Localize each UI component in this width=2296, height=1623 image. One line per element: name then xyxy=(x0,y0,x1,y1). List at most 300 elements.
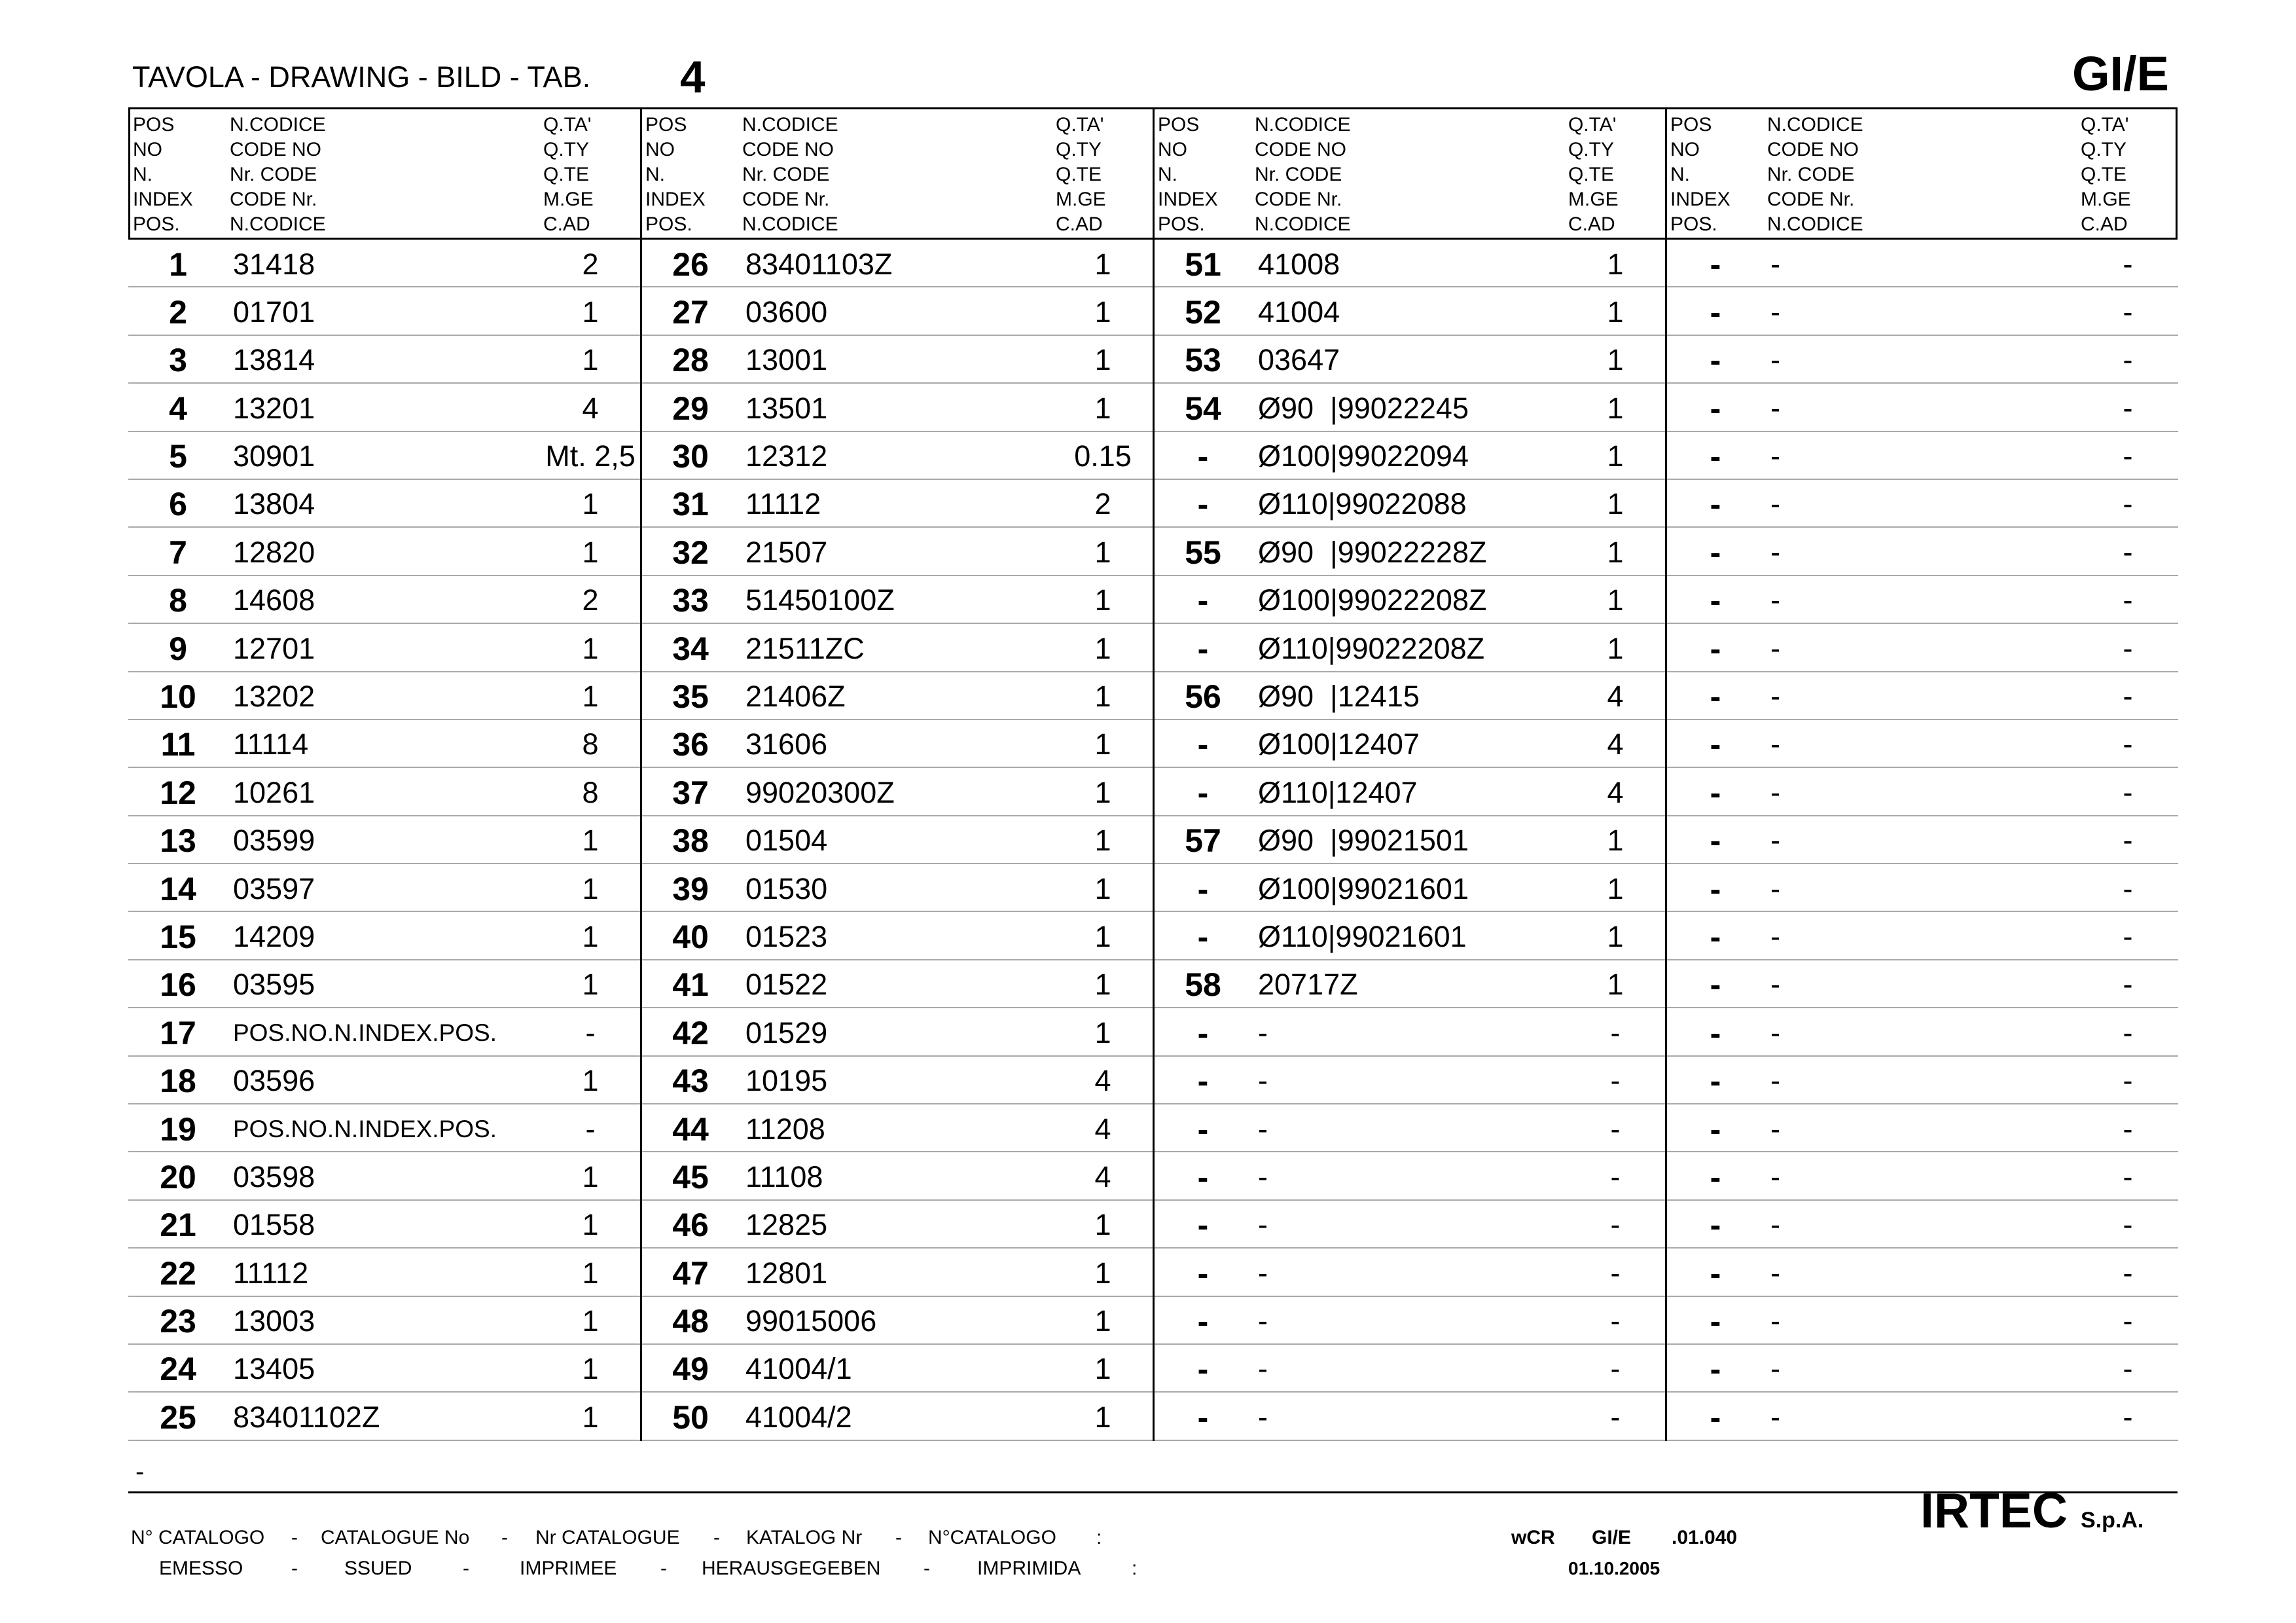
position-number: 13 xyxy=(160,822,196,860)
part-code: 03598 xyxy=(233,1159,315,1194)
column-header-line: INDEX xyxy=(645,189,706,210)
position-number: 48 xyxy=(672,1303,709,1340)
table-row xyxy=(1153,240,1666,287)
position-number: 55 xyxy=(1185,534,1221,571)
position-number: - xyxy=(1197,438,1209,475)
column-header-line: POS. xyxy=(1158,213,1205,235)
quantity: Mt. 2,5 xyxy=(545,439,636,473)
table-row xyxy=(128,672,641,720)
part-code: Ø110|99022208Z xyxy=(1258,631,1485,665)
part-code: - xyxy=(1770,775,1780,809)
part-code: - xyxy=(1770,680,1780,714)
part-code: 21507 xyxy=(745,535,828,569)
table-row xyxy=(1666,1393,2178,1440)
position-number: 30 xyxy=(672,438,709,475)
quantity: - xyxy=(585,1015,596,1049)
table-row xyxy=(1666,912,2178,960)
table-row xyxy=(641,816,1153,864)
table-row xyxy=(128,1201,641,1249)
part-code: - xyxy=(1770,535,1780,569)
quantity: 1 xyxy=(582,680,599,714)
column-group-header xyxy=(1153,107,1666,240)
quantity: - xyxy=(2123,1352,2133,1386)
table-row xyxy=(641,1393,1153,1440)
column-header-line: C.AD xyxy=(2081,213,2128,235)
position-number: - xyxy=(1197,870,1209,907)
part-code: 03595 xyxy=(233,968,315,1002)
position-number: - xyxy=(1710,1254,1721,1292)
part-code: Ø110|12407 xyxy=(1258,775,1418,809)
issued-label-colon: : xyxy=(1132,1558,1138,1579)
catalog-label-colon: : xyxy=(1096,1527,1102,1548)
column-header-line: Q.TY xyxy=(543,139,590,160)
catalog-label: N° CATALOGO xyxy=(131,1527,265,1548)
column-group xyxy=(1153,240,1666,1441)
part-code: - xyxy=(1770,1159,1780,1194)
column-group xyxy=(128,240,641,1441)
table-row xyxy=(1153,864,1666,912)
quantity: - xyxy=(1610,1304,1621,1338)
table-row xyxy=(1666,480,2178,528)
table-row xyxy=(1666,384,2178,431)
part-code: 03597 xyxy=(233,871,315,905)
quantity: 1 xyxy=(582,535,599,569)
quantity: 1 xyxy=(1094,1352,1111,1386)
table-row xyxy=(641,1345,1153,1393)
quantity: - xyxy=(1610,1352,1621,1386)
column-header-line: C.AD xyxy=(1056,213,1103,235)
quantity: 1 xyxy=(582,1400,599,1434)
position-number: - xyxy=(1710,774,1721,811)
column-header-line: Q.TE xyxy=(1568,164,1615,185)
column-header-line: N.CODICE xyxy=(742,213,838,235)
position-number: 40 xyxy=(672,918,709,955)
company-logo xyxy=(1920,1483,2144,1538)
table-row xyxy=(128,1008,641,1056)
table-row xyxy=(128,1393,641,1440)
part-code: 13405 xyxy=(233,1352,315,1386)
table-row xyxy=(128,624,641,672)
quantity: 1 xyxy=(582,1352,599,1386)
column-group-header xyxy=(641,107,1153,240)
position-number: 3 xyxy=(169,342,187,379)
quantity: - xyxy=(2123,1400,2133,1434)
column-header-line: POS xyxy=(1670,114,1712,136)
table-row xyxy=(641,1104,1153,1152)
quantity: 4 xyxy=(1094,1159,1111,1194)
column-header-line: Nr. CODE xyxy=(230,164,317,185)
table-row xyxy=(1666,528,2178,575)
table-row xyxy=(1153,672,1666,720)
quantity: - xyxy=(2123,1304,2133,1338)
position-number: 26 xyxy=(672,246,709,283)
part-code: 03647 xyxy=(1258,343,1340,377)
part-code: 21511ZC xyxy=(745,631,865,665)
part-code: POS.NO.N.INDEX.POS. xyxy=(233,1019,497,1046)
position-number: 50 xyxy=(672,1398,709,1436)
quantity: 1 xyxy=(1607,824,1624,858)
model-code: GI/E xyxy=(2072,46,2169,101)
quantity: 1 xyxy=(1094,343,1111,377)
quantity: - xyxy=(2123,1208,2133,1242)
quantity: 1 xyxy=(1094,680,1111,714)
part-code: 01530 xyxy=(745,871,828,905)
issued-label-separator: - xyxy=(463,1558,469,1579)
table-row xyxy=(1666,576,2178,624)
position-number: - xyxy=(1710,918,1721,955)
table-row xyxy=(1153,287,1666,335)
position-number: - xyxy=(1197,1398,1209,1436)
issued-label-separator: - xyxy=(660,1558,667,1579)
part-code: 14608 xyxy=(233,583,315,617)
part-code: - xyxy=(1770,871,1780,905)
position-number: 31 xyxy=(672,486,709,523)
part-code: - xyxy=(1770,631,1780,665)
page-title: TAVOLA - DRAWING - BILD - TAB. xyxy=(132,60,591,94)
quantity: - xyxy=(2123,631,2133,665)
part-code: Ø100|99021601 xyxy=(1258,871,1469,905)
table-row xyxy=(641,960,1153,1008)
quantity: - xyxy=(2123,247,2133,281)
company-suffix: S.p.A. xyxy=(2081,1508,2144,1533)
column-header-line: CODE Nr. xyxy=(742,189,830,210)
position-number: - xyxy=(1710,726,1721,763)
table-row xyxy=(128,1345,641,1393)
position-number: 8 xyxy=(169,582,187,619)
column-header-line: N. xyxy=(133,164,152,185)
position-number: - xyxy=(1710,342,1721,379)
part-code: - xyxy=(1770,968,1780,1002)
table-row xyxy=(1153,528,1666,575)
table-row xyxy=(1153,432,1666,480)
quantity: - xyxy=(2123,824,2133,858)
column-divider xyxy=(1665,107,1667,1441)
column-header-line: N.CODICE xyxy=(1767,213,1863,235)
position-number: 15 xyxy=(160,918,196,955)
part-code: - xyxy=(1258,1112,1268,1146)
part-code: - xyxy=(1258,1064,1268,1098)
column-header-line: M.GE xyxy=(1568,189,1619,210)
position-number: 20 xyxy=(160,1158,196,1195)
table-row xyxy=(1153,720,1666,768)
part-code: 03600 xyxy=(745,295,828,329)
part-code: - xyxy=(1770,295,1780,329)
table-row xyxy=(1153,912,1666,960)
quantity: - xyxy=(1610,1208,1621,1242)
table-row xyxy=(128,1057,641,1104)
part-code: 03599 xyxy=(233,824,315,858)
table-row xyxy=(1666,720,2178,768)
position-number: - xyxy=(1197,1254,1209,1292)
position-number: - xyxy=(1197,1014,1209,1051)
position-number: 16 xyxy=(160,966,196,1004)
catalog-label: Nr CATALOGUE xyxy=(535,1527,680,1548)
catalog-code-number: .01.040 xyxy=(1672,1527,1738,1548)
table-row xyxy=(641,1152,1153,1200)
column-header-qty xyxy=(1056,113,1106,237)
part-code: - xyxy=(1258,1400,1268,1434)
quantity: 1 xyxy=(1607,439,1624,473)
part-code: 13804 xyxy=(233,487,315,521)
quantity: 1 xyxy=(1094,535,1111,569)
part-code: - xyxy=(1770,391,1780,425)
position-number: - xyxy=(1710,630,1721,667)
catalog-label: N°CATALOGO xyxy=(928,1527,1056,1548)
quantity: 4 xyxy=(1094,1112,1111,1146)
table-row xyxy=(128,240,641,287)
table-row xyxy=(1666,1104,2178,1152)
quantity: 1 xyxy=(1094,295,1111,329)
column-header-line: NO xyxy=(645,139,675,160)
column-header-code xyxy=(1767,113,1863,237)
table-row xyxy=(128,480,641,528)
column-header-line: POS. xyxy=(133,213,180,235)
part-code: POS.NO.N.INDEX.POS. xyxy=(233,1115,497,1142)
quantity: 1 xyxy=(1094,1256,1111,1290)
part-code: 12701 xyxy=(233,631,315,665)
position-number: 57 xyxy=(1185,822,1221,860)
quantity: - xyxy=(2123,968,2133,1002)
part-code: Ø90 |12415 xyxy=(1258,680,1420,714)
part-code: 13814 xyxy=(233,343,315,377)
position-number: - xyxy=(1197,726,1209,763)
position-number: - xyxy=(1197,1351,1209,1388)
position-number: 11 xyxy=(160,726,196,763)
column-header-line: N. xyxy=(1158,164,1177,185)
quantity: 1 xyxy=(1094,824,1111,858)
position-number: - xyxy=(1710,246,1721,283)
part-code: 13001 xyxy=(745,343,828,377)
part-code: 31606 xyxy=(745,727,828,761)
position-number: 7 xyxy=(169,534,187,571)
quantity: 1 xyxy=(582,1256,599,1290)
quantity: - xyxy=(2123,1159,2133,1194)
table-row xyxy=(641,528,1153,575)
column-header-line: M.GE xyxy=(1056,189,1106,210)
position-number: - xyxy=(1197,1207,1209,1244)
part-code: Ø90 |99022228Z xyxy=(1258,535,1487,569)
table-row xyxy=(128,1297,641,1345)
part-code: 21406Z xyxy=(745,680,846,714)
issued-label: SSUED xyxy=(344,1558,412,1579)
position-number: 32 xyxy=(672,534,709,571)
part-code: 01522 xyxy=(745,968,828,1002)
table-row xyxy=(1666,816,2178,864)
table-row xyxy=(1153,336,1666,384)
position-number: - xyxy=(1197,1158,1209,1195)
position-number: 34 xyxy=(672,630,709,667)
catalog-label-separator: - xyxy=(895,1527,902,1548)
part-code: 41008 xyxy=(1258,247,1340,281)
table-row xyxy=(641,480,1153,528)
position-number: - xyxy=(1710,966,1721,1004)
column-header-line: POS xyxy=(1158,114,1200,136)
table-row xyxy=(1666,1152,2178,1200)
part-code: 11112 xyxy=(745,487,821,521)
position-number: 24 xyxy=(160,1351,196,1388)
column-header-code xyxy=(230,113,326,237)
part-code: 10195 xyxy=(745,1064,828,1098)
column-divider xyxy=(1153,107,1155,1441)
position-number: - xyxy=(1710,1014,1721,1051)
position-number: - xyxy=(1710,486,1721,523)
part-code: - xyxy=(1770,1352,1780,1386)
table-row xyxy=(1153,1152,1666,1200)
quantity: 1 xyxy=(1094,631,1111,665)
table-row xyxy=(128,528,641,575)
quantity: 1 xyxy=(1607,535,1624,569)
part-code: 30901 xyxy=(233,439,315,473)
position-number: 27 xyxy=(672,293,709,331)
part-code: - xyxy=(1770,919,1780,953)
part-code: - xyxy=(1770,487,1780,521)
table-row xyxy=(641,336,1153,384)
position-number: - xyxy=(1710,390,1721,427)
issued-label: IMPRIMIDA xyxy=(977,1558,1081,1579)
part-code: Ø110|99022088 xyxy=(1258,487,1467,521)
part-code: 13202 xyxy=(233,680,315,714)
part-code: 14209 xyxy=(233,919,315,953)
position-number: 46 xyxy=(672,1207,709,1244)
column-header-line: Q.TY xyxy=(2081,139,2127,160)
table-row xyxy=(1666,1057,2178,1104)
quantity: - xyxy=(1610,1112,1621,1146)
column-header-line: Q.TE xyxy=(2081,164,2127,185)
column-header-line: Q.TE xyxy=(543,164,590,185)
part-code: 01529 xyxy=(745,1015,828,1049)
column-header-line: C.AD xyxy=(1568,213,1615,235)
quantity: 1 xyxy=(582,343,599,377)
part-code: Ø110|99021601 xyxy=(1258,919,1467,953)
quantity: 4 xyxy=(1607,775,1624,809)
part-code: 13501 xyxy=(745,391,828,425)
position-number: 5 xyxy=(169,438,187,475)
position-number: 9 xyxy=(169,630,187,667)
table-row xyxy=(128,1104,641,1152)
table-row xyxy=(1153,480,1666,528)
part-code: 13201 xyxy=(233,391,315,425)
table-row xyxy=(1666,1008,2178,1056)
column-header-line: Q.TA' xyxy=(2081,114,2129,136)
quantity: 1 xyxy=(582,968,599,1002)
column-header-line: POS xyxy=(645,114,687,136)
quantity: 1 xyxy=(582,487,599,521)
quantity: - xyxy=(1610,1400,1621,1434)
quantity: - xyxy=(1610,1064,1621,1098)
quantity: 8 xyxy=(582,727,599,761)
table-row xyxy=(128,768,641,816)
column-header-line: N. xyxy=(1670,164,1690,185)
table-row xyxy=(1153,1057,1666,1104)
position-number: - xyxy=(1710,678,1721,716)
part-code: - xyxy=(1258,1256,1268,1290)
table-row xyxy=(641,576,1153,624)
table-row xyxy=(1153,1249,1666,1296)
position-number: - xyxy=(1710,1398,1721,1436)
column-header-line: CODE NO xyxy=(742,139,834,160)
position-number: 49 xyxy=(672,1351,709,1388)
column-header-line: Q.TA' xyxy=(1568,114,1617,136)
catalog-code-model: GI/E xyxy=(1592,1527,1632,1548)
quantity: 2 xyxy=(1094,487,1111,521)
position-number: - xyxy=(1710,870,1721,907)
part-code: 99020300Z xyxy=(745,775,895,809)
quantity: 4 xyxy=(1607,727,1624,761)
company-name: IRTEC xyxy=(1920,1483,2068,1538)
table-row xyxy=(1153,960,1666,1008)
quantity: 4 xyxy=(582,391,599,425)
quantity: 1 xyxy=(1607,583,1624,617)
quantity: - xyxy=(2123,487,2133,521)
table-row xyxy=(641,720,1153,768)
position-number: 21 xyxy=(160,1207,196,1244)
table-row xyxy=(1666,1249,2178,1296)
quantity: 1 xyxy=(582,871,599,905)
part-code: 11112 xyxy=(233,1256,309,1290)
position-number: 1 xyxy=(169,246,187,283)
table-row xyxy=(1153,1104,1666,1152)
position-number: 42 xyxy=(672,1014,709,1051)
part-code: 01701 xyxy=(233,295,315,329)
column-header-line: N.CODICE xyxy=(230,114,326,136)
quantity: 1 xyxy=(1094,919,1111,953)
part-code: - xyxy=(1258,1159,1268,1194)
column-header-pos xyxy=(1670,113,1731,237)
position-number: 56 xyxy=(1185,678,1221,716)
part-code: - xyxy=(1770,824,1780,858)
table-row xyxy=(641,1249,1153,1296)
table-row xyxy=(641,672,1153,720)
position-number: - xyxy=(1197,774,1209,811)
part-code: 03596 xyxy=(233,1064,315,1098)
part-code: 11114 xyxy=(233,727,309,761)
part-code: - xyxy=(1770,1112,1780,1146)
column-header-pos xyxy=(1158,113,1218,237)
column-header-code xyxy=(742,113,838,237)
part-code: 11208 xyxy=(745,1112,825,1146)
part-code: - xyxy=(1770,247,1780,281)
part-code: - xyxy=(1770,343,1780,377)
table-row xyxy=(641,1297,1153,1345)
footer-divider xyxy=(128,1491,2178,1493)
issued-label: HERAUSGEGEBEN xyxy=(702,1558,881,1579)
column-header-line: CODE NO xyxy=(1767,139,1859,160)
quantity: - xyxy=(2123,680,2133,714)
quantity: 1 xyxy=(1607,391,1624,425)
part-code: - xyxy=(1258,1015,1268,1049)
position-number: - xyxy=(1197,486,1209,523)
column-header-line: Q.TA' xyxy=(1056,114,1104,136)
quantity: - xyxy=(2123,775,2133,809)
quantity: 4 xyxy=(1607,680,1624,714)
quantity: 1 xyxy=(1094,391,1111,425)
part-code: - xyxy=(1770,1064,1780,1098)
column-header-line: CODE Nr. xyxy=(1255,189,1342,210)
column-group-header xyxy=(128,107,641,240)
part-code: Ø100|12407 xyxy=(1258,727,1420,761)
table-row xyxy=(1153,1201,1666,1249)
issued-label: EMESSO xyxy=(159,1558,243,1579)
part-code: 10261 xyxy=(233,775,315,809)
catalog-label-separator: - xyxy=(501,1527,508,1548)
table-row xyxy=(1153,816,1666,864)
column-header-qty xyxy=(1568,113,1619,237)
column-header-line: CODE Nr. xyxy=(230,189,317,210)
table-row xyxy=(128,816,641,864)
quantity: 1 xyxy=(1607,631,1624,665)
table-row xyxy=(128,912,641,960)
table-row xyxy=(1666,1345,2178,1393)
